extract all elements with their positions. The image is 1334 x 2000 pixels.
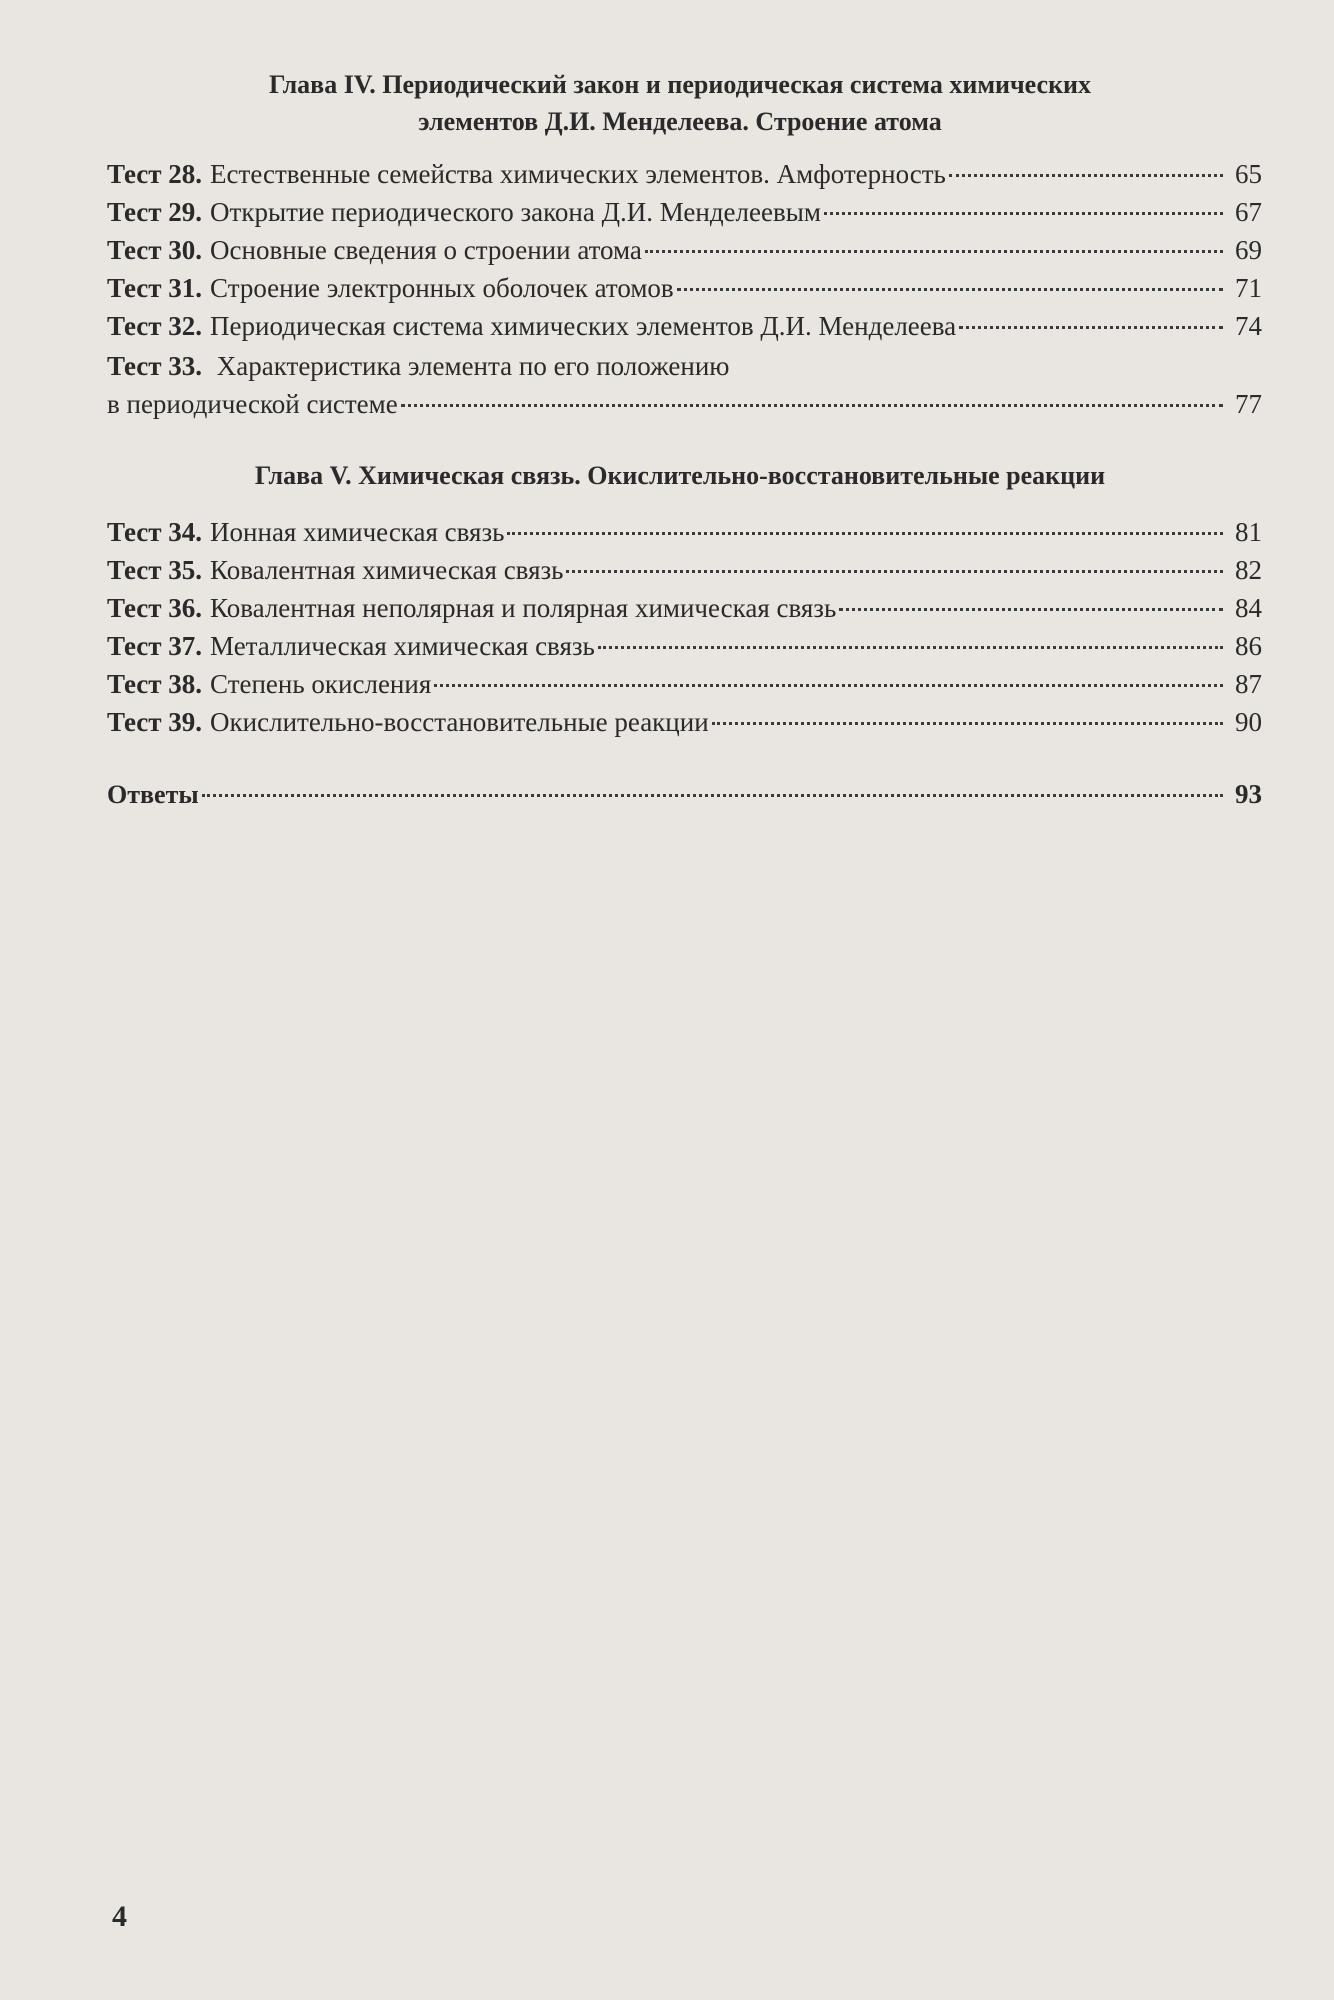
page-number: 69 [1235,235,1262,265]
page-number: 82 [1235,555,1262,585]
page-number: 86 [1235,631,1262,661]
page-number: 93 [1235,779,1262,809]
test-number: Тест 32. [107,311,203,341]
page-number: 67 [1235,197,1262,227]
toc-entry-test-38 [107,665,1262,703]
test-title: Металлическая химическая связь [210,631,595,661]
page-number: 90 [1235,707,1262,737]
page-number: 87 [1235,669,1262,699]
dot-leader [959,326,1223,329]
chapter-5-heading-line-1: Глава V. Химическая связь. Окислительно-восстановительные реакции [254,461,1106,490]
page-number: 84 [1235,593,1262,623]
chapter-4-heading [150,66,1210,140]
dot-leader [566,570,1223,573]
test-number: Тест 37. [107,631,203,661]
test-number: Тест 28. [107,159,203,189]
test-title: Окислительно-восстановительные реакции [210,707,709,737]
dot-leader [824,212,1223,215]
test-title: Строение электронных оболочек атомов [210,273,674,303]
page-number: 71 [1235,273,1262,303]
toc-entry-test-30 [107,231,1262,269]
toc-entry-test-37 [107,627,1262,665]
test-title: Степень окисления [210,669,432,699]
chapter-4-heading-line-2: элементов Д.И. Менделеева. Строение атома [418,107,942,136]
dot-leader [712,722,1223,725]
chapter-4-heading-line-1: Глава IV. Периодический закон и периодическая система химических [268,70,1092,99]
toc-entry-test-35 [107,551,1262,589]
dot-leader [839,608,1223,611]
toc-entry-test-31 [107,269,1262,307]
test-title: Ковалентная химическая связь [210,555,564,585]
toc-entry-answers [107,775,1262,813]
dot-leader [598,646,1223,649]
dot-leader [949,174,1223,177]
toc-entry-test-32 [107,307,1262,345]
test-title-continuation: в периодической системе [107,389,398,419]
dot-leader [645,250,1223,253]
toc-entry-test-28 [107,155,1262,193]
dot-leader [202,794,1223,797]
toc-entry-test-33-line-1 [107,347,729,385]
answers-title: Ответы [107,780,199,809]
test-title: Естественные семейства химических элементов. Амфотерность [210,159,946,189]
test-number: Тест 33. [107,351,203,381]
toc-entry-test-39 [107,703,1262,741]
test-number: Тест 31. [107,273,203,303]
test-number: Тест 39. [107,707,203,737]
test-number: Тест 34. [107,517,203,547]
test-number: Тест 38. [107,669,203,699]
test-title: Ковалентная неполярная и полярная химическая связь [210,593,837,623]
test-title: Открытие периодического закона Д.И. Менделеевым [210,197,821,227]
page-number: 81 [1235,517,1262,547]
test-number: Тест 36. [107,593,203,623]
toc-entry-test-36 [107,589,1262,627]
test-number: Тест 35. [107,555,203,585]
toc-entry-test-29 [107,193,1262,231]
test-number: Тест 29. [107,197,203,227]
test-title: Характеристика элемента по его положению [216,351,730,381]
page-number: 65 [1235,159,1262,189]
dot-leader [677,288,1223,291]
chapter-5-heading [150,457,1210,494]
page-number: 77 [1235,389,1262,419]
page-number: 74 [1235,311,1262,341]
page-folio: 4 [112,1900,127,1933]
toc-entry-test-33 [107,385,1262,423]
dot-leader [434,684,1223,687]
test-title: Основные сведения о строении атома [210,235,642,265]
toc-entry-test-34 [107,513,1262,551]
test-title: Периодическая система химических элементов Д.И. Менделеева [210,311,957,341]
dot-leader [507,532,1223,535]
test-title: Ионная химическая связь [210,517,505,547]
test-number: Тест 30. [107,235,203,265]
dot-leader [401,404,1223,407]
